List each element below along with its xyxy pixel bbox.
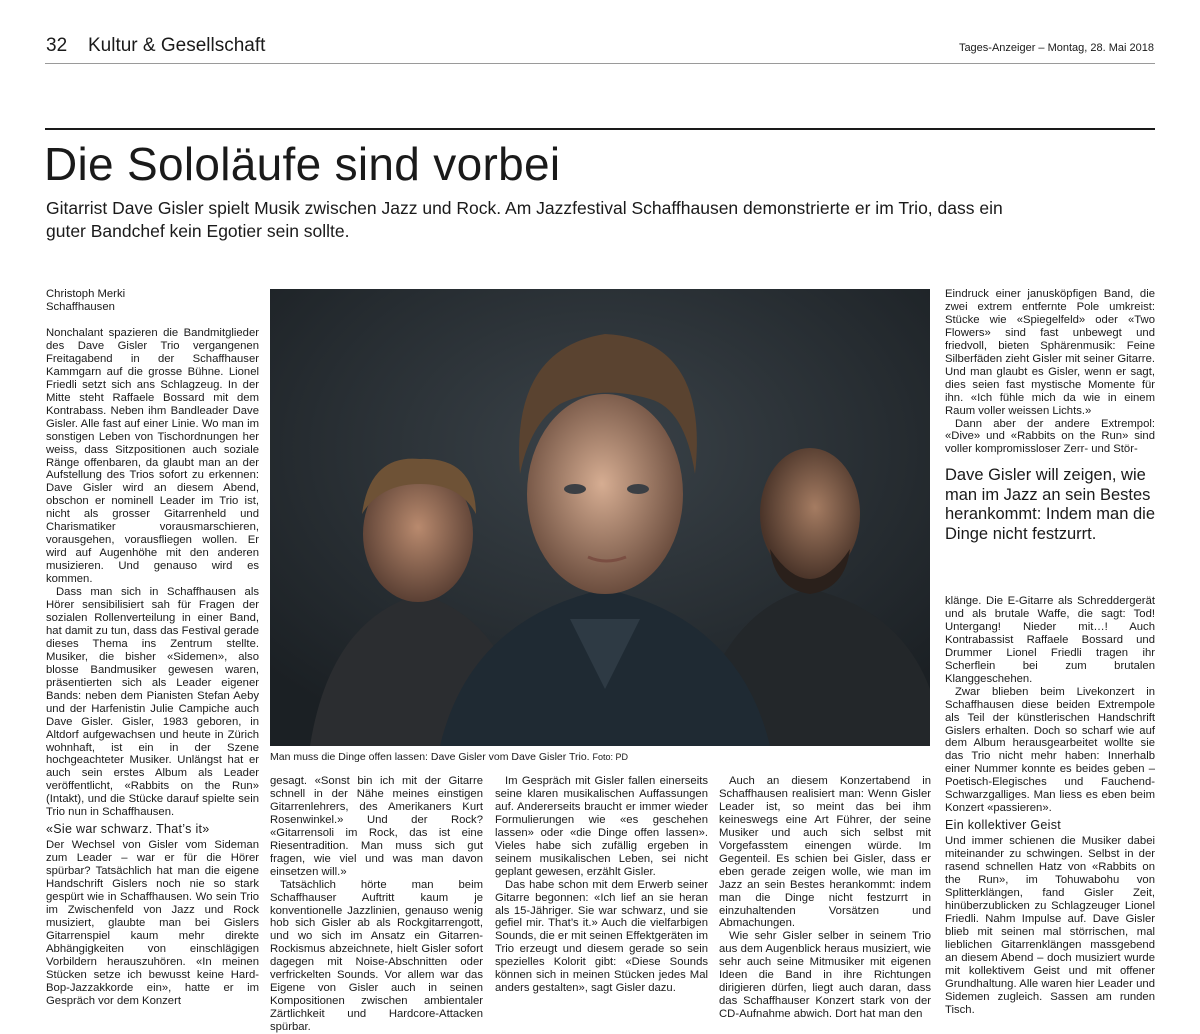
article-column-5-top: [945, 288, 1155, 456]
article-column-5-bottom: [945, 595, 1155, 1017]
article-column-4: [719, 775, 931, 1021]
byline: [46, 288, 259, 314]
location: Schaffhausen: [46, 301, 115, 313]
paragraph: Dass man sich in Schaffhausen als Hörer sensibilisiert sah für Fragen der sozialen Rollenverteilung in einer Band, hat damit zu tun, dass das Festival gerade dieses Thema ins Zentrum stellte. Musiker, die bisher «Sidemen», also blosse Bandmusiker gewesen waren, präsentierten sich als Leader eigener Bands: neben dem Pianisten Stefan Aeby und der Harfenistin Julie Campiche auch Dave Gisler. Gisler, 1983 geboren, in Altdorf aufgewachsen und heute in Zürich wohnhaft, ist ein in der Szene hochgeachteter Musiker. Unlängst hat er auch sein erstes Album als Leader veröffentlicht, «Rabbits on the Run» (Intakt), und die Stücke darauf spielte sein Trio nun in Schaffhausen.: [46, 586, 259, 819]
paragraph: Nonchalant spazieren die Bandmitglieder des Dave Gisler Trio vergangenen Freitagabend in der Schaffhauser Kammgarn auf die grosse Bühne. Lionel Friedli setzt sich ans Schlagzeug. In der Mitte steht Raffaele Bossard mit dem Kontrabass. Neben ihm Bandleader Dave Gisler. Alle fast auf einer Linie. Wo man im sonstigen Leben von Tischordnungen her weiss, dass Sitzpositionen auch soziale Ränge offenbaren, da glaubt man an der Aufstellung des Trios sofort zu erkennen: Dave Gisler wird an diesem Abend, obschon er nominell Leader im Trio ist, nicht als grosser Gitarrenheld und Charismatiker vorausmarschieren, vorausgehen, vorausfliegen wollen. Er wird auf Augenhöhe mit den anderen musizieren. Und genauso wird es kommen.: [46, 327, 259, 586]
subheading: Ein kollektiver Geist: [945, 818, 1062, 833]
page-number: 32: [46, 35, 68, 56]
paragraph: Tatsächlich hörte man beim Schaffhauser Auftritt kaum je konventionelle Jazzlinien, genauso wenig hob sich Gisler ab als Rockgitarrengott, und wo sich im Ansatz ein Gitarren-Rockismus abzeichnete, hielt Gisler sofort dagegen mit Noise-Abschnitten oder verfrickelten Sounds. Vor allem war das Eigene von Gisler auch in seinen Kompositionen zwischen ambientaler Zärtlichkeit und Hardcore-Attacken spürbar.: [270, 878, 483, 1034]
paragraph: Zwar blieben beim Livekonzert in Schaffhausen diese beiden Extrempole als Teil der künstlerischen Handschrift Gislers erhalten. Doch so scharf wie auf dem Album herausgearbeitet wollte sie das Trio nicht mehr haben: Innerhalb einer Nummer konnte es beides geben – Poetisch-Elegisches und Fauchend-Schwarzgalliges. Man liess es eben beim Konzert «passieren».: [945, 685, 1155, 815]
headline-rule: [45, 128, 1155, 130]
paragraph: Das habe schon mit dem Erwerb seiner Gitarre begonnen: «Ich lief an sie heran als 15-Jähriger. Sie war schwarz, und sie gefiel mir. That’s it.» Auch die vielfarbigen Sounds, die er mit seinen Effektgeräten im Trio erzeugt und diesem gerade so sein spezielles Kolorit gibt: «Diese Sounds können sich in meinen Stücken jedes Mal anders gestalten», sagt Gisler dazu.: [495, 878, 708, 995]
paragraph: Im Gespräch mit Gisler fallen einerseits seine klaren musikalischen Auffassungen auf. Andererseits braucht er immer wieder Formulierungen wie «es geschehen lassen» oder «die Dinge offen lassen». Vieles habe sich zufällig ergeben in seinem musikalischen Leben, sei nicht geplant gewesen, erzählt Gisler.: [495, 775, 708, 878]
photo-credit: Foto: PD: [592, 752, 629, 762]
article-column-2: [270, 775, 483, 1034]
paragraph: Dann aber der andere Extrempol: «Dive» und «Rabbits on the Run» sind voller kompromissloser Zerr- und Stör-: [945, 417, 1155, 456]
photo-caption: [270, 751, 628, 763]
caption-text: Man muss die Dinge offen lassen: Dave Gisler vom Dave Gisler Trio.: [270, 751, 590, 763]
header-rule: [45, 63, 1155, 64]
paragraph: Auch an diesem Konzertabend in Schaffhausen realisiert man: Wenn Gisler Leader ist, so meint das bei ihm keineswegs eine Art Führer, der seine Musiker und auch sich selbst mit Vorgefasstem einengen würde. Im Gegenteil. Es schien bei Gisler, dass er eben gerade zeigen wolle, wie man im Jazz an sein Bestes herankommt: indem man die Dinge nicht festzurrt in einzuhaltenden Vorsätzen und Abmachungen.: [719, 775, 931, 930]
paragraph: Und immer schienen die Musiker dabei miteinander zu schwingen. Selbst in der rasend schnellen Hatz von «Rabbits on the Run», im Tohuwabohu von Splitterklängen, fand Gisler Zeit, hinüberzublicken zu Schlagzeuger Lionel Friedli. Nahm Impulse auf. Dave Gisler blieb mit seinen mal störrischen, mal lieblichen Gitarrenklängen massgebend an diesem Abend – doch musiziert wurde mit kollektivem Geist und mit offener Grundhaltung. Alle waren hier Leader und Sidemen zugleich. Sassen am runden Tisch.: [945, 835, 1155, 1016]
article-column-1: [46, 288, 259, 1008]
publication-date: Tages-Anzeiger – Montag, 28. Mai 2018: [958, 42, 1154, 54]
deck: Gitarrist Dave Gisler spielt Musik zwischen Jazz und Rock. Am Jazzfestival Schaffhausen demonstrierte er im Trio, dass ein guter Bandchef kein Egotier sein sollte.: [46, 198, 1003, 241]
paragraph: Eindruck einer janusköpfigen Band, die zwei extrem entfernte Pole umkreist: Stücke wie «Spiegelfeld» oder «Two Flowers» sind fast unbewegt und friedvoll, bieten Sphärenmusik: Feine Silberfäden zieht Gisler mit seiner Gitarre. Und man glaubt es Gisler, wenn er sagt, dies seien fast mystische Momente für ihn. «Ich fühle mich da wie in einem Raum voller weissen Lichts.»: [945, 288, 1155, 417]
paragraph: Wie sehr Gisler selber in seinem Trio aus dem Augenblick heraus musiziert, wie sehr auch seine Mitmusiker mit eigenen Ideen die Band in ihre Richtungen dirigieren dürfen, liegt auch daran, dass das Schaffhauser Konzert stark von der CD-Aufnahme abwich. Dort hat man den: [719, 930, 931, 1021]
article-column-3: [495, 775, 708, 995]
subheading: «Sie war schwarz. That’s it»: [46, 822, 210, 837]
band-photo: [270, 289, 930, 746]
section-title: Kultur & Gesellschaft: [88, 35, 266, 56]
band-portrait-photo-icon: [270, 289, 930, 746]
headline: Die Sololäufe sind vorbei: [44, 138, 561, 190]
author: Christoph Merki: [46, 288, 126, 300]
pull-quote: Dave Gisler will zeigen, wie man im Jazz an sein Bestes herankommt: Indem man die Dinge nicht festzurrt.: [945, 466, 1156, 543]
paragraph: gesagt. «Sonst bin ich mit der Gitarre schnell in der Nähe meines einstigen Gitarrenlehrers, des Amerikaners Kurt Rosenwinkel.» Und der Rock? «Gitarrensoli im Rock, das ist eine Riesentradition. Man muss sich gut fragen, wie viel und was man davon einsetzen will.»: [270, 775, 483, 878]
paragraph: klänge. Die E-Gitarre als Schreddergerät und als brutale Waffe, die sagt: Tod! Untergang! Nieder mit…! Auch Kontrabassist Raffaele Bossard und Drummer Lionel Friedli tragen ihr Scherflein bei zum brutalen Klanggeschehen.: [945, 595, 1155, 685]
paragraph: Der Wechsel von Gisler vom Sideman zum Leader – war er für die Hörer spürbar? Tatsächlich hat man die eigene Handschrift Gislers noch nie so stark gespürt wie in Schaffhausen. Wo sein Trio im Zwischenfeld von Jazz und Rock musiziert, glaubte man bei Gislers Gitarrenspiel kaum mehr direkte Abhängigkeiten von einschlägigen Vorbildern herauszuhören. «In meinen Stücken setze ich bewusst keine Hard-Bop-Jazzakkorde ein», hatte er im Gespräch vor dem Konzert: [46, 839, 259, 1007]
